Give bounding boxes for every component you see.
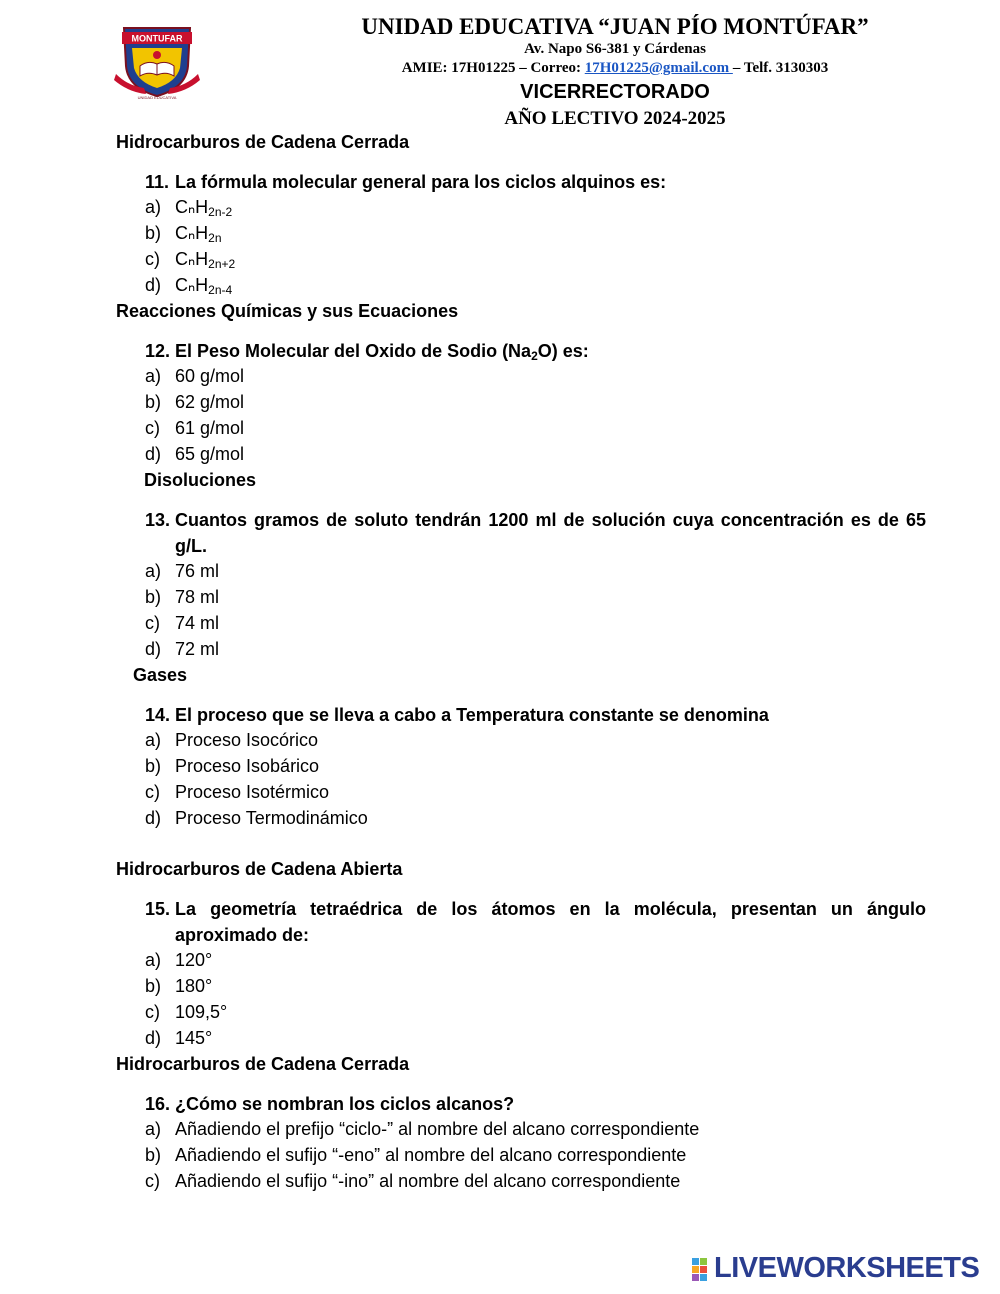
- question-13: [145, 507, 926, 559]
- question-text: La geometría tetraédrica de los átomos en la molécula, presentan un ángulo aproximado de:: [175, 899, 926, 945]
- crest-label: MONTUFAR: [131, 33, 183, 44]
- question-number: 13.: [145, 510, 171, 530]
- option-14b[interactable]: b) Proceso Isobárico: [145, 756, 320, 776]
- option-11a[interactable]: a) CₙH$_{2n-2}$: [145, 197, 233, 219]
- question-text: El Peso Molecular del Oxido de Sodio $(Na_2O)$ es:: [175, 341, 589, 363]
- question-16: [145, 1091, 926, 1117]
- option-11c[interactable]: c) CₙH$_{2n+2}$: [145, 249, 236, 271]
- contact-prefix: AMIE: 17H01225 – Correo:: [401, 60, 585, 76]
- section-heading: Hidrocarburos de Cadena Cerrada: [116, 1054, 410, 1074]
- option-12c[interactable]: c) 61 g/mol: [145, 418, 245, 438]
- liveworksheets-wordmark: LIVEWORKSHEETS: [714, 1252, 980, 1284]
- option-12a[interactable]: a) 60 g/mol: [145, 366, 245, 386]
- section-heading: Hidrocarburos de Cadena Abierta: [116, 859, 403, 879]
- option-15a[interactable]: a) 120°: [145, 950, 213, 970]
- question-14: [145, 702, 926, 728]
- section-heading: Gases: [133, 665, 188, 685]
- question-number: 15.: [145, 899, 171, 919]
- question-number: 14.: [145, 705, 171, 725]
- crest-band: UNIDAD EDUCATIVA: [137, 95, 177, 100]
- question-text: ¿Cómo se nombran los ciclos alcanos?: [175, 1094, 515, 1114]
- option-11d[interactable]: d) CₙH$_{2n-4}$: [145, 275, 233, 297]
- school-address: Av. Napo S6-381 y Cárdenas: [524, 41, 706, 57]
- option-14a[interactable]: a) Proceso Isocórico: [145, 730, 319, 750]
- section-heading: Disoluciones: [144, 470, 257, 490]
- school-crest: [114, 22, 200, 100]
- email-link[interactable]: 17H01225@gmail.com: [584, 60, 733, 76]
- option-13a[interactable]: a) 76 ml: [145, 561, 220, 581]
- question-text: El proceso que se lleva a cabo a Temperatura constante se denomina: [175, 705, 769, 725]
- liveworksheets-logo: [692, 1252, 980, 1286]
- option-15c[interactable]: c) 109,5°: [145, 1002, 228, 1022]
- question-text: Cuantos gramos de soluto tendrán 1200 ml de solución cuya concentración es de 65 g/L.: [175, 510, 926, 556]
- option-13b[interactable]: b) 78 ml: [145, 587, 220, 607]
- school-year: AÑO LECTIVO 2024-2025: [504, 108, 726, 129]
- question-11: [145, 169, 926, 195]
- option-13d[interactable]: d) 72 ml: [145, 639, 220, 659]
- question-12: [145, 338, 926, 364]
- question-15: [145, 896, 926, 948]
- contact-suffix: – Telf. 3130303: [732, 60, 829, 76]
- question-number: 12.: [145, 341, 171, 361]
- option-13c[interactable]: c) 74 ml: [145, 613, 220, 633]
- option-14c[interactable]: c) Proceso Isotérmico: [145, 782, 330, 802]
- liveworksheets-icon: [692, 1254, 714, 1284]
- question-text: La fórmula molecular general para los ciclos alquinos es:: [175, 172, 667, 192]
- option-15d[interactable]: d) 145°: [145, 1028, 213, 1048]
- option-12b[interactable]: b) 62 g/mol: [145, 392, 245, 412]
- question-number: 16.: [145, 1094, 171, 1114]
- section-heading: Reacciones Químicas y sus Ecuaciones: [116, 301, 459, 321]
- school-contact: [250, 60, 980, 77]
- option-12d[interactable]: d) 65 g/mol: [145, 444, 245, 464]
- school-name: UNIDAD EDUCATIVA “JUAN PÍO MONTÚFAR”: [361, 14, 869, 39]
- option-16a[interactable]: a) Añadiendo el prefijo “ciclo-” al nombre del alcano correspondiente: [145, 1119, 700, 1139]
- office-title: VICERRECTORADO: [520, 81, 710, 103]
- section-heading: Hidrocarburos de Cadena Cerrada: [116, 132, 410, 152]
- option-16c[interactable]: c) Añadiendo el sufijo “-ino” al nombre del alcano correspondiente: [145, 1171, 681, 1191]
- option-14d[interactable]: d) Proceso Termodinámico: [145, 808, 368, 828]
- option-11b[interactable]: b) CₙH$_{2n}$: [145, 223, 222, 245]
- question-number: 11.: [145, 172, 170, 192]
- option-16b[interactable]: b) Añadiendo el sufijo “-eno” al nombre del alcano correspondiente: [145, 1145, 687, 1165]
- option-15b[interactable]: b) 180°: [145, 976, 213, 996]
